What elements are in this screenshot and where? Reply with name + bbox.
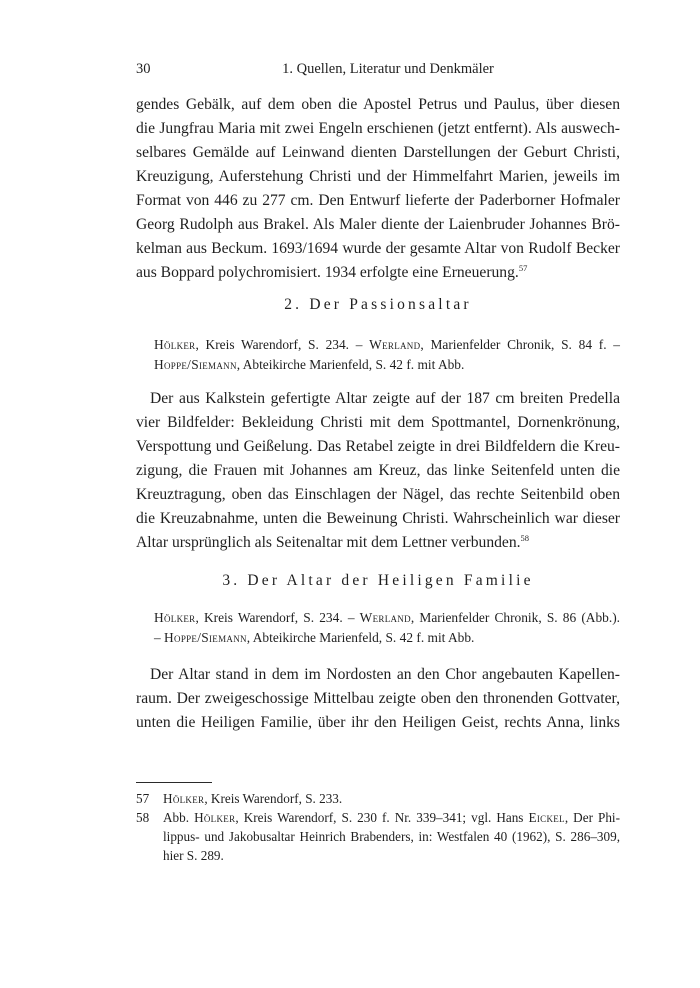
- text-line: zigung, die Frauen mit Johannes am Kreuz, das linke Seitenfeld unten die: [136, 462, 620, 479]
- author-name: Hoppe/Siemann: [154, 357, 237, 372]
- footnote-ref-57[interactable]: 57: [518, 262, 528, 273]
- bibliography-heilige-familie: [154, 608, 620, 648]
- text-line: Altar ursprünglich als Seitenaltar mit dem Lettner verbunden.$^{58}$: [136, 532, 530, 551]
- footnote-line: Abb. Hölker, Kreis Warendorf, S. 230 f. Nr. 339–341; vgl. Hans Eickel, Der Phi-: [163, 810, 620, 825]
- footnote-line: hier S. 289.: [163, 848, 224, 863]
- biblio-line: – Hoppe/Siemann, Abteikirche Marienfeld, S. 42 f. mit Abb.: [154, 630, 475, 645]
- footnote-separator: [136, 782, 212, 783]
- footnote-line: Hölker, Kreis Warendorf, S. 233.: [163, 791, 343, 806]
- text-line: selbares Gemälde auf Leinwand dienten Darstellungen der Geburt Christi,: [136, 144, 620, 161]
- text-line: die Kreuzabnahme, unten die Beweinung Christi. Wahrscheinlich war dieser: [136, 510, 620, 527]
- text-line: Der aus Kalkstein gefertigte Altar zeigte auf der 187 cm breiten Predella: [150, 390, 620, 407]
- bibliography-passionsaltar: [154, 335, 620, 375]
- text-line: die Jungfrau Maria mit zwei Engeln erschienen (jetzt entfernt). Als auswech-: [136, 120, 620, 137]
- author-name: Werland: [369, 337, 421, 352]
- footnotes: [136, 789, 620, 865]
- paragraph-heilige-familie: [136, 663, 620, 735]
- footnote-57: [136, 789, 620, 808]
- text-line: vier Bildfelder: Bekleidung Christi mit dem Spottmantel, Dornenkrönung,: [136, 414, 620, 431]
- section-heading-heilige-familie: 3. Der Altar der Heiligen Familie: [222, 572, 534, 589]
- text-line: Der Altar stand in dem im Nordosten an den Chor angebauten Kapellen-: [150, 666, 620, 683]
- author-name: Hölker: [154, 337, 196, 352]
- footnote-ref-58[interactable]: 58: [520, 532, 530, 543]
- text-line: raum. Der zweigeschossige Mittelbau zeigte oben den thronenden Gottvater,: [136, 690, 620, 707]
- biblio-line: Hölker, Kreis Warendorf, S. 234. – Werland, Marienfelder Chronik, S. 86 (Abb.).: [154, 610, 621, 625]
- author-name: Hoppe/Siemann: [164, 630, 247, 645]
- author-name: Hölker: [154, 610, 196, 625]
- text-line: Georg Rudolph aus Brakel. Als Maler diente der Laienbruder Johannes Brö-: [136, 216, 620, 233]
- text-line: aus Boppard polychromisiert. 1934 erfolgte eine Erneuerung.$^{57}$: [136, 262, 528, 281]
- author-name: Werland: [359, 610, 411, 625]
- footnote-number: 57: [136, 791, 150, 806]
- paragraph-continued: [136, 93, 620, 285]
- biblio-line: Hoppe/Siemann, Abteikirche Marienfeld, S. 42 f. mit Abb.: [154, 357, 465, 372]
- text-line: Kreuztragung, oben das Einschlagen der Nägel, das rechte Seitenbild oben: [136, 486, 620, 503]
- author-name: Eickel: [528, 810, 565, 825]
- footnote-58: [136, 808, 620, 865]
- text-line: unten die Heiligen Familie, über ihr den Heiligen Geist, rechts Anna, links: [136, 714, 620, 731]
- page-header: [136, 58, 620, 80]
- text-line: Format von 446 zu 277 cm. Den Entwurf lieferte der Paderborner Hofmaler: [136, 192, 620, 209]
- footnote-line: lippus- und Jakobusaltar Heinrich Brabenders, in: Westfalen 40 (1962), S. 286–309,: [163, 829, 620, 844]
- paragraph-passionsaltar: [136, 387, 620, 555]
- biblio-line: Hölker, Kreis Warendorf, S. 234. – Werland, Marienfelder Chronik, S. 84 f. –: [154, 337, 620, 352]
- footnote-number: 58: [136, 810, 150, 825]
- section-heading-passionsaltar: 2. Der Passionsaltar: [284, 296, 472, 313]
- text-line: Kreuzigung, Auferstehung Christi und der Himmelfahrt Marien, jeweils im: [136, 168, 620, 185]
- author-name: Hölker: [194, 810, 236, 825]
- text-line: gendes Gebälk, auf dem oben die Apostel Petrus und Paulus, über diesen: [136, 96, 620, 113]
- text-line: Verspottung und Geißelung. Das Retabel zeigte in drei Bildfeldern die Kreu-: [136, 438, 620, 455]
- text-line: kelman aus Beckum. 1693/1694 wurde der gesamte Altar von Rudolf Becker: [136, 240, 620, 257]
- page-number: 30: [136, 61, 151, 77]
- running-head: 1. Quellen, Literatur und Denkmäler: [282, 61, 494, 77]
- author-name: Hölker: [163, 791, 205, 806]
